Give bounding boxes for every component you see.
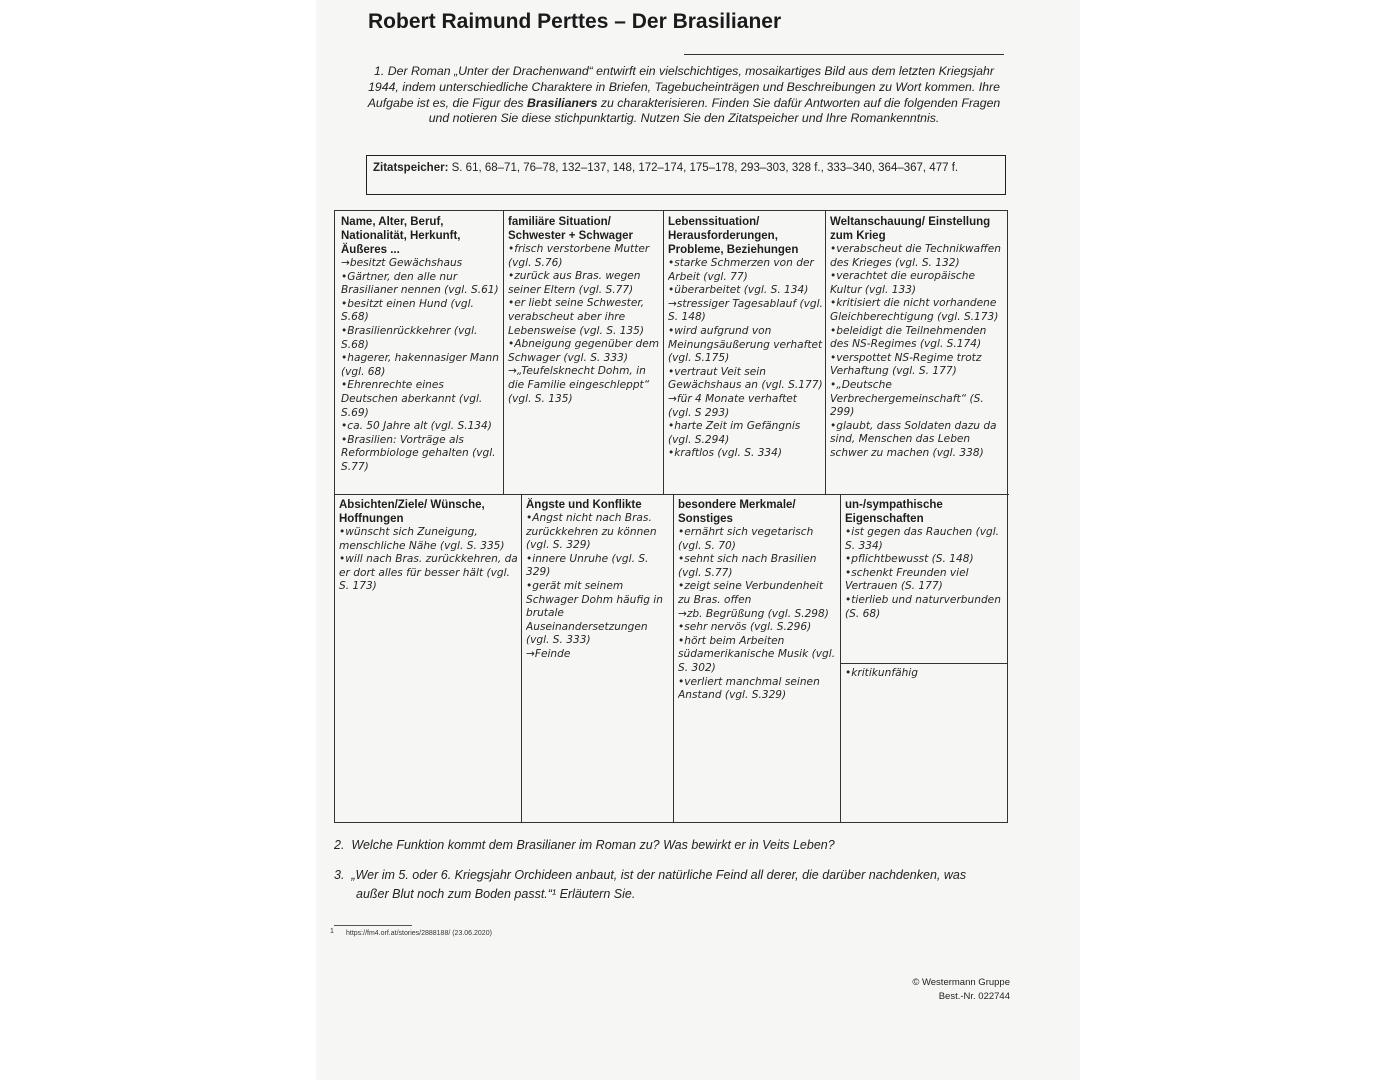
publisher-copyright: © Westermann Gruppe [912, 977, 1010, 988]
quote-reference-pages: S. 61, 68–71, 76–78, 132–137, 148, 172–174, 175–178, 293–303, 328 f., 333–340, 364–367, 477 f. [451, 162, 959, 174]
note-item: •verabscheut die Technikwaffen des Krieges (vgl. S. 132) [830, 243, 1002, 269]
note-item: •er liebt seine Schwester, verabscheut aber ihre Lebensweise (vgl. S. 135) [508, 297, 645, 337]
task-3-number: 3. [334, 868, 345, 882]
note-item: •glaubt, dass Soldaten dazu da sind, Menschen das Leben schwer zu machen (vgl. 338) [830, 419, 997, 459]
page-title: Robert Raimund Perttes – Der Brasilianer [368, 10, 782, 33]
cell-family-situation [508, 215, 661, 491]
note-item: •Abneigung gegenüber dem Schwager (vgl. S. 333) [508, 338, 660, 364]
footnote-source: https://fm4.orf.at/stories/2888188/ (23.06.2020) [346, 930, 492, 937]
note-item: •tierlieb und naturverbunden (S. 68) [845, 593, 1001, 620]
note-item: •wünscht sich Zuneigung, menschliche Nähe (vgl. S. 335) [339, 526, 505, 552]
handwritten-notes [678, 526, 838, 703]
quote-reference-box [366, 155, 1006, 195]
cell-fears-conflicts [526, 498, 671, 818]
column-divider [840, 494, 841, 822]
cell-header: Name, Alter, Beruf, Nationalität, Herkunft, Äußeres ... [341, 216, 461, 256]
note-item: •besitzt einen Hund (vgl. S.68) [341, 297, 474, 324]
note-item: •verspottet NS-Regime trotz Verhaftung (vgl. S. 177) [830, 351, 982, 378]
cell-life-situation [668, 215, 823, 491]
note-item: •ist gegen das Rauchen (vgl. S. 334) [845, 526, 1000, 552]
cell-header: un-/sympathische Eigenschaften [845, 499, 943, 525]
row-divider [335, 494, 1009, 495]
task-2-text: Welche Funktion kommt dem Brasilianer im Roman zu? Was bewirkt er in Veits Leben? [351, 838, 835, 852]
handwritten-notes [508, 243, 661, 406]
cell-header: Weltanschauung/ Einstellung zum Krieg [830, 216, 991, 242]
task-2-number: 2. [334, 838, 345, 852]
task-1-text-before: Der Roman „Unter der Drachenwand“ entwirft ein vielschichtiges, mosaikartiges Bild aus dem letzten Kriegsjahr 1944, indem unterschiedliche Charaktere in Briefen, Tagebucheinträgen und Beschreibungen zu Wort kommen. Ihre Aufgabe ist es, die Figur des [367, 64, 1000, 110]
cell-goals-wishes [339, 498, 519, 818]
footnote-divider [334, 925, 412, 926]
note-item: •zeigt seine Verbundenheit zu Bras. offen [678, 580, 824, 606]
handwritten-notes [526, 512, 671, 662]
note-item: •gerät mit seinem Schwager Dohm häufig in brutale Auseinandersetzungen (vgl. S. 333) [526, 579, 663, 647]
note-item: •Gärtner, den alle nur Brasilianer nennen (vgl. S.61) [341, 270, 499, 297]
handwritten-notes [341, 257, 501, 475]
footnote-mark: 1 [330, 928, 334, 935]
task-1-number: 1. [374, 64, 385, 78]
note-item: •Brasilienrückkehrer (vgl. S.68) [341, 324, 478, 351]
note-item: •hört beim Arbeiten südamerikanische Musik (vgl. S. 302) [678, 634, 836, 674]
handwritten-notes [830, 243, 1004, 461]
note-item: •pflichtbewusst (S. 148) [845, 553, 974, 566]
cell-name-age-job [341, 215, 501, 491]
note-item: •kraftlos (vgl. S. 334) [668, 447, 783, 460]
note-item: •starke Schmerzen von der Arbeit (vgl. 77) [668, 257, 814, 283]
note-item: →„Teufelsknecht Dohm, in die Familie eingeschleppt“ (vgl. S. 135) [508, 365, 650, 405]
note-item: •Angst nicht nach Bras. zurückkehren zu können (vgl. S. 329) [526, 512, 657, 552]
note-item: •Brasilien: Vorträge als Reformbiologe gehalten (vgl. S.77) [341, 433, 496, 473]
note-item: →zb. Begrüßung (vgl. S.298) [678, 607, 829, 620]
cell-sympathetic-traits [845, 498, 1005, 660]
note-item: •beleidigt die Teilnehmenden des NS-Regimes (vgl. S.174) [830, 324, 987, 351]
task-1-instructions [364, 64, 1004, 127]
note-item: •innere Unruhe (vgl. S. 329) [526, 552, 649, 579]
note-item: →Feinde [526, 647, 571, 660]
cell-header: Lebenssituation/ Herausforderungen, Probleme, Beziehungen [668, 216, 799, 256]
title-answer-line [684, 54, 1004, 55]
column-divider [663, 211, 664, 494]
note-item: •überarbeitet (vgl. S. 134) [668, 284, 809, 297]
column-divider [673, 494, 674, 822]
task-3-text: „Wer im 5. oder 6. Kriegsjahr Orchideen anbaut, ist der natürliche Feind all derer, die darüber nachdenken, was außer Blut noch zum Boden passt.“¹ Erläutern Sie. [351, 868, 967, 901]
note-item: •hagerer, hakennasiger Mann (vgl. 68) [341, 352, 499, 378]
note-item: •kritikunfähig [845, 667, 918, 679]
cell-header: Absichten/Ziele/ Wünsche, Hoffnungen [339, 499, 485, 525]
note-item: •kritisiert die nicht vorhandene Gleichberechtigung (vgl. S.173) [830, 297, 999, 323]
column-divider [521, 494, 522, 822]
note-item: •ca. 50 Jahre alt (vgl. S.134) [341, 420, 492, 433]
note-item: •zurück aus Bras. wegen seiner Eltern (vgl. S.77) [508, 270, 641, 296]
handwritten-notes [339, 526, 519, 594]
handwritten-notes [668, 257, 823, 461]
task-3 [334, 866, 996, 904]
note-item: →für 4 Monate verhaftet (vgl. S 293) [668, 392, 797, 419]
note-item: •schenkt Freunden viel Vertrauen (S. 177) [845, 566, 969, 593]
note-item: •vertraut Veit sein Gewächshaus an (vgl. S.177) [668, 365, 823, 392]
cell-header: Ängste und Konflikte [526, 499, 642, 511]
note-item: •verliert manchmal seinen Anstand (vgl. S.329) [678, 675, 820, 702]
note-item: →stressiger Tagesablauf (vgl. S. 148) [668, 297, 823, 324]
note-item: →besitzt Gewächshaus [341, 257, 463, 269]
publisher-order-number: Best.-Nr. 022744 [938, 991, 1010, 1002]
cell-special-features [678, 498, 838, 818]
publisher-info [912, 976, 1010, 1004]
note-item: •sehnt sich nach Brasilien (vgl. S.77) [678, 553, 817, 579]
note-item: •frisch verstorbene Mutter (vgl. S.76) [508, 243, 650, 269]
cell-worldview [830, 215, 1004, 491]
task-1-text-after: zu charakterisieren. Finden Sie dafür Antworten auf die folgenden Fragen und notieren Sie diese stichpunktartig. Nutzen Sie den Zitatspeicher und Ihre Romankenntnis. [428, 95, 1001, 126]
task-2 [334, 836, 1014, 855]
cell-header: familiäre Situation/ Schwester + Schwager [508, 216, 633, 242]
column-divider [503, 211, 504, 494]
note-item: •ernährt sich vegetarisch (vgl. S. 70) [678, 526, 814, 552]
worksheet-page [316, 0, 1080, 1080]
column-divider [825, 211, 826, 494]
cell-header: besondere Merkmale/ Sonstiges [678, 499, 796, 525]
note-item: •verachtet die europäische Kultur (vgl. 133) [830, 270, 975, 296]
note-item: •will nach Bras. zurückkehren, da er dort alles für besser hält (vgl. S. 173) [339, 553, 518, 593]
note-item: •harte Zeit im Gefängnis (vgl. S.294) [668, 420, 801, 446]
cell-unsympathetic-traits [845, 667, 1005, 817]
note-item: •„Deutsche Verbrechergemeinschaft“ (S. 299) [830, 378, 984, 419]
note-item: •Ehrenrechte eines Deutschen aberkannt (vgl. S.69) [341, 379, 483, 419]
quote-reference-label: Zitatspeicher: [373, 162, 449, 174]
note-item: •wird aufgrund von Meinungsäußerung verhaftet (vgl. S.175) [668, 324, 823, 365]
note-item: •sehr nervös (vgl. S.296) [678, 621, 812, 634]
characterization-table [334, 210, 1008, 823]
task-1-emphasis: Brasilianers [527, 95, 598, 110]
handwritten-notes [845, 667, 1005, 681]
cell-divider [840, 663, 1008, 664]
handwritten-notes [845, 526, 1005, 621]
